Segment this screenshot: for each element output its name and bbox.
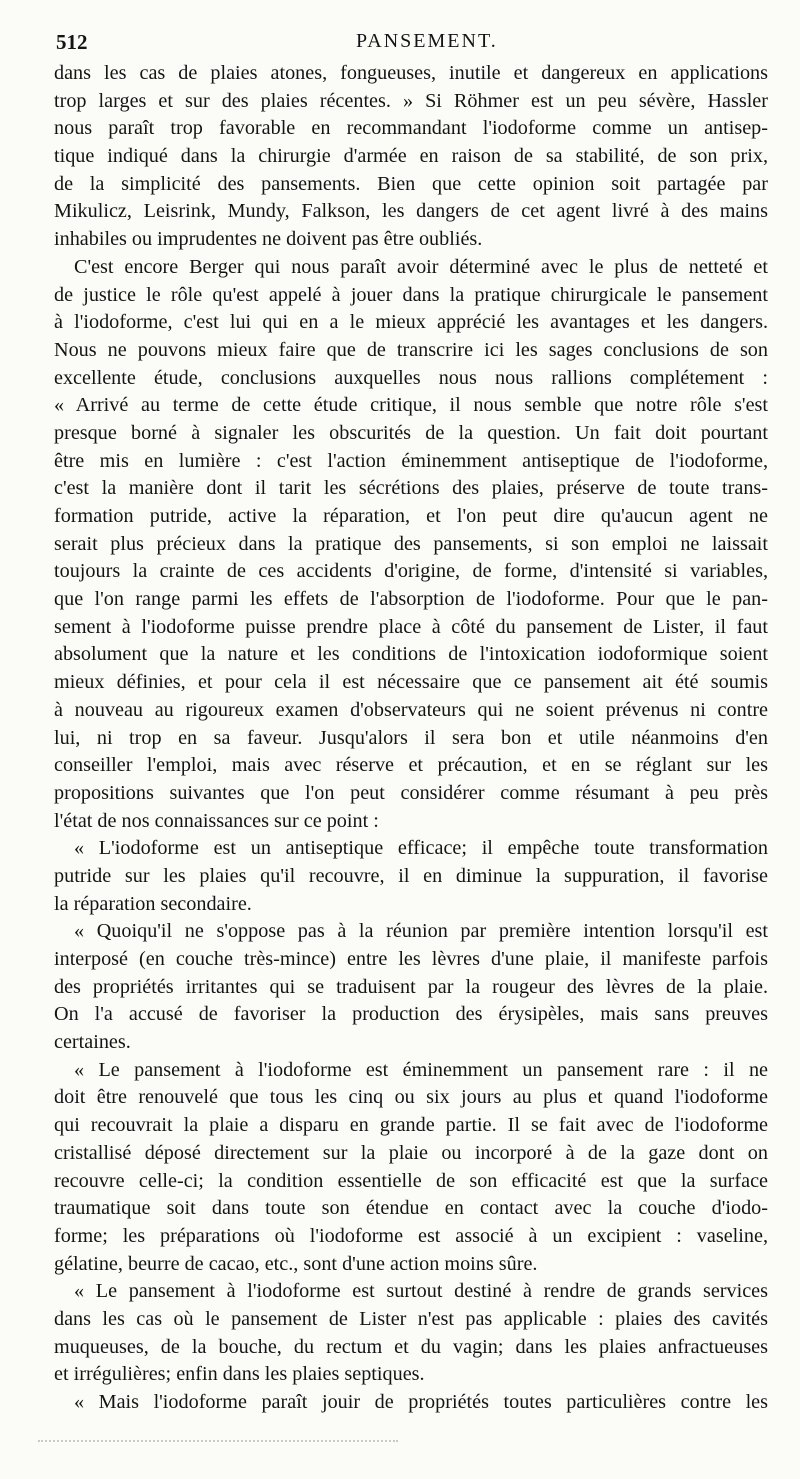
text-line: interposé (en couche très-mince) entre les lèvres d'une plaie, il manifeste parfois: [54, 948, 768, 970]
text-line: lui, ni trop en sa faveur. Jusqu'alors il sera bon et utile néanmoins d'en: [54, 726, 768, 749]
text-line: « Mais l'iodoforme paraît jouir de propriétés toutes particulières contre les: [74, 1391, 768, 1413]
text-line: presque borné à signaler les obscurités de la question. Un fait doit pourtant: [54, 421, 768, 444]
text-line: de justice le rôle qu'est appelé à jouer dans la pratique chirurgicale le pansement: [54, 283, 768, 306]
text-line: formation putride, active la réparation, et l'on peut dire qu'aucun agent ne: [54, 505, 768, 527]
text-line: que l'on range parmi les effets de l'absorption de l'iodoforme. Pour que le pan-: [54, 588, 768, 611]
text-line: C'est encore Berger qui nous paraît avoir déterminé avec le plus de netteté et: [74, 255, 768, 278]
text-line: « Le pansement à l'iodoforme est éminemment un pansement rare : il ne: [74, 1058, 768, 1081]
text-line: propositions suivantes que l'on peut considérer comme résumant à peu près: [54, 781, 768, 804]
text-line: absolument que la nature et les conditions de l'intoxication iodoformique soient: [54, 643, 768, 666]
text-line: « L'iodoforme est un antiseptique efficace; il empêche toute transformation: [74, 837, 768, 860]
text-line: à nouveau au rigoureux examen d'observateurs qui ne soient prévenus ni contre: [54, 698, 768, 721]
text-line: excellente étude, conclusions auxquelles nous nous rallions complétement :: [54, 366, 768, 389]
text-line: « Quoiqu'il ne s'oppose pas à la réunion par première intention lorsqu'il est: [74, 920, 768, 943]
page-number: 512: [56, 30, 88, 54]
text-line: muqueuses, de la bouche, du rectum et du vagin; dans les plaies anfractueuses: [54, 1335, 768, 1358]
text-line: l'état de nos connaissances sur ce point :: [54, 809, 379, 832]
text-line: dans les cas où le pansement de Lister n'est pas applicable : plaies des cavités: [54, 1307, 768, 1330]
text-line: sement à l'iodoforme puisse prendre place à côté du pansement de Lister, il faut: [54, 615, 768, 638]
text-line: nous paraît trop favorable en recommandant l'iodoforme comme un antisep-: [54, 117, 768, 140]
text-line: de la simplicité des pansements. Bien que cette opinion soit partagée par: [54, 172, 768, 195]
text-line: c'est la manière dont il tarit les sécrétions des plaies, préserve de toute trans-: [54, 477, 768, 500]
text-line: forme; les préparations où l'iodoforme est associé à un excipient : vaseline,: [54, 1224, 768, 1247]
text-line: mieux définies, et pour cela il est nécessaire que ce pansement ait été soumis: [54, 671, 768, 694]
text-line: des propriétés irritantes qui se traduisent par la rougeur des lèvres de la plaie.: [54, 975, 768, 998]
text-line: inhabiles ou imprudentes ne doivent pas être oubliés.: [54, 228, 483, 251]
text-line: Mikulicz, Leisrink, Mundy, Falkson, les dangers de cet agent livré à des mains: [54, 200, 768, 223]
text-line: putride sur les plaies qu'il recouvre, il en diminue la suppuration, il favorise: [54, 864, 768, 887]
text-line: dans les cas de plaies atones, fongueuses, inutile et dangereux en applications: [54, 62, 768, 84]
scan-artifact: [38, 1440, 398, 1442]
text-line: traumatique soit dans toute son étendue en contact avec la couche d'iodo-: [54, 1197, 768, 1220]
text-line: être mis en lumière : c'est l'action éminemment antiseptique de l'iodoforme,: [54, 449, 768, 472]
running-title: PANSEMENT.: [356, 30, 498, 52]
text-line: toujours la crainte de ces accidents d'origine, de forme, d'intensité si variables,: [54, 560, 768, 583]
text-line: certaines.: [54, 1031, 131, 1054]
text-line: serait plus précieux dans la pratique des pansements, si son emploi ne laissait: [54, 532, 768, 555]
page-header: [56, 30, 768, 56]
text-line: cristallisé déposé directement sur la plaie ou incorporé à de la gaze dont on: [54, 1141, 768, 1164]
text-line: et irrégulières; enfin dans les plaies septiques.: [54, 1363, 425, 1386]
text-line: Nous ne pouvons mieux faire que de transcrire ici les sages conclusions de son: [54, 338, 768, 361]
text-line: tique indiqué dans la chirurgie d'armée en raison de sa stabilité, de son prix,: [54, 145, 768, 168]
text-line: « Le pansement à l'iodoforme est surtout destiné à rendre de grands services: [74, 1280, 768, 1303]
text-line: gélatine, beurre de cacao, etc., sont d'une action moins sûre.: [54, 1252, 538, 1275]
text-line: On l'a accusé de favoriser la production des érysipèles, mais sans preuves: [54, 1003, 768, 1026]
text-line: conseiller l'emploi, mais avec réserve et précaution, et en se réglant sur les: [54, 754, 768, 777]
text-line: à l'iodoforme, c'est lui qui en a le mieux apprécié les avantages et les dangers.: [54, 311, 768, 334]
text-line: trop larges et sur des plaies récentes. » Si Röhmer est un peu sévère, Hassler: [54, 89, 768, 112]
text-line: qui recouvrait la plaie a disparu en grande partie. Il se fait avec de l'iodoforme: [54, 1114, 768, 1137]
body-text: [54, 60, 768, 1417]
text-line: « Arrivé au terme de cette étude critique, il nous semble que notre rôle s'est: [54, 394, 768, 417]
text-line: la réparation secondaire.: [54, 892, 252, 915]
text-line: doit être renouvelé que tous les cinq ou six jours au plus et quand l'iodoforme: [54, 1086, 768, 1109]
text-line: recouvre celle-ci; la condition essentielle de son efficacité est que la surface: [54, 1169, 768, 1192]
